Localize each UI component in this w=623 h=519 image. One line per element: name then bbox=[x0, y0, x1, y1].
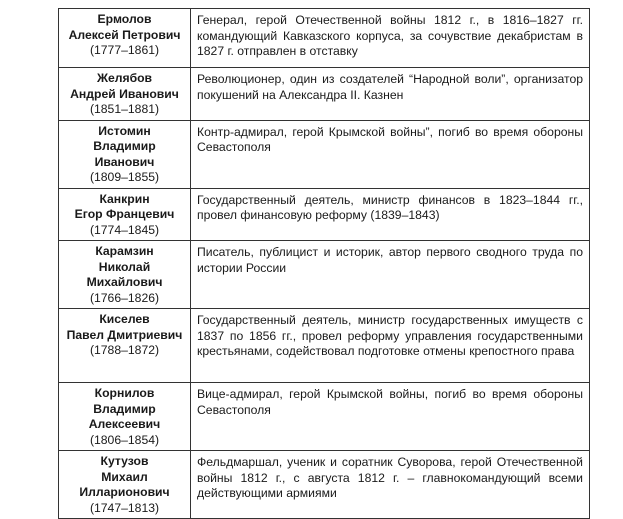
table-row bbox=[59, 9, 590, 68]
person-name: Корнилов Владимир Алексеевич bbox=[88, 386, 161, 431]
person-name: Кутузов Михаил Илларионович bbox=[79, 454, 170, 499]
person-name: Ермолов Алексей Петрович bbox=[68, 12, 181, 42]
person-years: (1851–1881) bbox=[89, 102, 160, 116]
person-description: Генерал, герой Отечественной войны 1812 г., в 1816–1827 гг. командующий Кавказского корпуса, за сочувствие декабристам в 1827 г. отправлен в отставку bbox=[191, 9, 590, 68]
table-row bbox=[59, 309, 590, 383]
person-years: (1788–1872) bbox=[89, 343, 160, 357]
biography-table-container bbox=[58, 8, 589, 519]
person-description: Вице-адмирал, герой Крымской войны, погиб во время обороны Севастополя bbox=[191, 383, 590, 451]
person-cell bbox=[59, 309, 191, 383]
person-cell bbox=[59, 9, 191, 68]
biography-table bbox=[58, 8, 590, 519]
person-cell bbox=[59, 188, 191, 241]
person-cell bbox=[59, 68, 191, 121]
person-years: (1777–1861) bbox=[89, 43, 160, 57]
table-row bbox=[59, 68, 590, 121]
person-cell bbox=[59, 241, 191, 309]
table-row bbox=[59, 188, 590, 241]
table-row bbox=[59, 383, 590, 451]
person-name: Канкрин Егор Францевич bbox=[74, 191, 175, 221]
person-years: (1806–1854) bbox=[89, 432, 160, 447]
person-years: (1774–1845) bbox=[89, 222, 160, 237]
table-row bbox=[59, 451, 590, 519]
person-cell bbox=[59, 383, 191, 451]
person-description: Писатель, публицист и историк, автор первого сводного труда по истории России bbox=[191, 241, 590, 309]
person-description: Революционер, один из создателей “Народной воли”, организатор покушений на Александра II. Казнен bbox=[191, 68, 590, 121]
person-name: Карамзин Николай Михайлович bbox=[86, 244, 163, 289]
person-name: Желябов Андрей Иванович bbox=[70, 71, 179, 101]
person-cell bbox=[59, 120, 191, 188]
person-years: (1766–1826) bbox=[89, 290, 160, 305]
person-name: Киселев Павел Дмитриевич bbox=[66, 312, 183, 342]
table-row bbox=[59, 241, 590, 309]
table-row bbox=[59, 120, 590, 188]
person-cell bbox=[59, 451, 191, 519]
person-description: Фельдмаршал, ученик и соратник Суворова, герой Отечественной войны 1812 г., с августа 1812 г. – главнокомандующий всеми действующими армиями bbox=[191, 451, 590, 519]
person-name: Истомин Владимир Иванович bbox=[93, 123, 156, 169]
person-years: (1809–1855) bbox=[89, 170, 160, 184]
person-description: Контр-адмирал, герой Крымской войны”, погиб во время обороны Севастополя bbox=[191, 120, 590, 188]
person-years: (1747–1813) bbox=[89, 500, 160, 515]
person-description: Государственный деятель, министр государственных имуществ с 1837 по 1856 гг., провел реформу управления государственными крестьянами, содействовал подготовке отмены крепостного права bbox=[191, 309, 590, 383]
person-description: Государственный деятель, министр финансов в 1823–1844 гг., провел финансовую реформу (1839–1843) bbox=[191, 188, 590, 241]
